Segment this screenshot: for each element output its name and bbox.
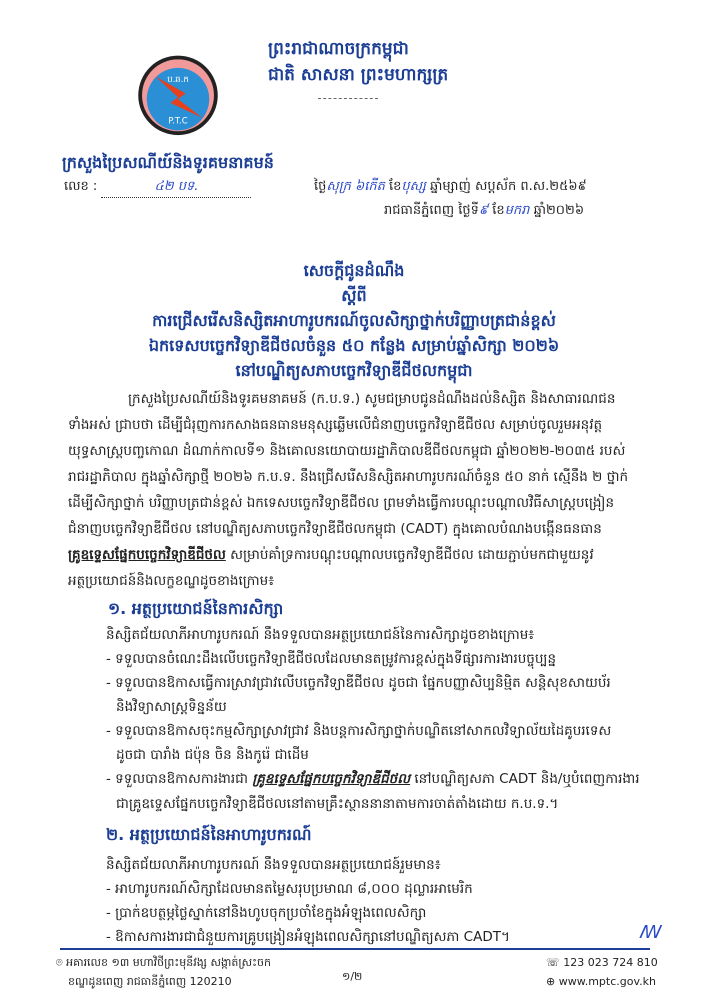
notice-subject-line-3: នៅបណ្ឌិត្យសភាបច្ចេកវិទ្យាឌីជីថលកម្ពុជា [235, 361, 473, 380]
logo-text-top: ប.ឆ.ក [167, 75, 189, 86]
initials-signature: ꟿ [640, 922, 662, 943]
ornament-divider [318, 98, 378, 99]
list-item-cont: ជាគ្រូឧទ្ទេសផ្នែកបច្ចេកវិទ្យាឌីជីថលនៅតាមគ្រឹះស្ថាននានាតាមការចាត់តាំងដោយ ក.ប.ទ.។ [116, 796, 559, 812]
intro-line: ទាំងអស់ ជ្រាបថា ដើម្បីជំរុញការកសាងធនធានមនុស្សឆ្លើមលើជំនាញបច្ចេកវិទ្យាឌីជីថល សម្រាប់ចូលរួមអនុវត្ត [68, 417, 603, 433]
website-link[interactable]: www.mptc.gov.kh [558, 975, 656, 988]
list-item-post: នៅបណ្ឌិត្យសភា CADT និង/ឬបំពេញការងារ [410, 771, 640, 787]
footer-divider [60, 948, 650, 950]
notice-subject-line-1: ការជ្រើសរើសនិស្សិតអាហារូបករណ៍ចូលសិក្សាថ្នាក់បរិញ្ញាបត្រជាន់ខ្ពស់ [152, 311, 556, 330]
address-1: អគារលេខ ១៣ មហាវិថីព្រះមុនីវង្ស សង្កាត់ស្រះចក [66, 956, 271, 969]
intro-line-rest: សម្រាប់គាំទ្រការបណ្តុះបណ្តាលបច្ចេកវិទ្យាឌីជីថល ដោយភ្ជាប់មកជាមួយនូវ [225, 547, 594, 563]
notice-title: សេចក្តីជូនដំណឹង [303, 261, 405, 280]
globe-icon: ⊕ [546, 975, 559, 988]
footer-website [546, 975, 656, 988]
footer-address-line-2: ខណ្ឌដូនពេញ រាជធានីភ្នំពេញ 120210 [68, 975, 232, 988]
kingdom-heading: ព្រះរាជាណាចក្រកម្ពុជា [268, 39, 409, 59]
intro-line: យុទ្ធសាស្ត្របញ្ចកោណ ដំណាក់កាលទី១ និងគោលនយោបាយរដ្ឋាភិបាលឌីជីថលកម្ពុជា ឆ្នាំ២០២២-២០៣៥ របស់ [68, 443, 626, 459]
intro-line: ដើម្បីសិក្សាថ្នាក់ បរិញ្ញាបត្រជាន់ខ្ពស់ ឯកទេសបច្ចេកវិទ្យាឌីជីថល ព្រមទាំងធ្វើការបណ្តុះបណ្តាលវិធីសាស្ត្របង្រៀន [68, 495, 615, 511]
list-item: - អាហារូបករណ៍សិក្សាដែលមានតម្លៃសរុបប្រមាណ ៨,០០០ ដុល្លារអាមេរិក [106, 881, 473, 897]
intro-line [68, 546, 640, 566]
list-item: - ទទួលបានឱកាសធ្វើការស្រាវជ្រាវលើបច្ចេកវិទ្យាឌីជីថល ដូចជា ផ្នែកបញ្ញាសិប្បនិម្មិត សន្តិសុខសាយប័រ [106, 675, 611, 691]
intro-line: រាជរដ្ឋាភិបាល ក្នុងឆ្នាំសិក្សាថ្មី ២០២៦ ក.ប.ទ. នឹងជ្រើសរើសនិស្សិតអាហារូបករណ៍ចំនួន ៥០ នាក់ ស្មើនឹង ២ ថ្នាក់ [68, 469, 629, 485]
highlight-trainer: គ្រូឧទ្ទេសផ្នែកបច្ចេកវិទ្យាឌីជីថល [68, 547, 226, 563]
location-pin-icon: ⌾ [56, 956, 67, 969]
footer-phone [546, 956, 658, 969]
lunar-month-prefix: ខែ [389, 179, 402, 194]
date-year: ឆ្នាំ២០២៦ [533, 203, 585, 218]
date-month: មករា [504, 203, 530, 218]
notice-subject-line-2: ឯកទេសបច្ចេកវិទ្យាឌីជីថលចំនួន ៥០ កន្លែង សម្រាប់ឆ្នាំសិក្សា ២០២៦ [148, 336, 560, 355]
page-number: ១/២ [342, 970, 363, 983]
section-2-intro: និស្សិតជ័យលាភីអាហារូបករណ៍ នឹងទទួលបានអត្ថប្រយោជន៍រួមមាន៖ [106, 857, 441, 873]
ref-label: លេខ : [64, 179, 98, 194]
list-item: - ប្រាក់ឧបត្ថម្ភថ្លៃស្នាក់នៅនិងហូបចុកប្រចាំខែក្នុងអំឡុងពេលសិក្សា [106, 905, 427, 921]
list-item: - ទទួលបានចំណេះដឹងលើបច្ចេកវិទ្យាឌីជីថលដែលមានតម្រូវការខ្ពស់ក្នុងទីផ្សារការងារបច្ចុប្បន្ន [106, 651, 557, 667]
notice-subject-label: ស្តីពី [341, 286, 367, 305]
motto: ជាតិ សាសនា ព្រះមហាក្សត្រ [268, 65, 449, 85]
highlight-trainer: គ្រូឧទ្ទេសផ្នែកបច្ចេកវិទ្យាឌីជីថល [252, 771, 411, 787]
list-item [106, 770, 678, 790]
date-day: ៩ [478, 203, 489, 218]
list-item-cont: ដូចជា បារាំង ជប៉ុន ចិន និងកូរ៉េ ជាដើម [116, 747, 309, 763]
intro-line: អត្ថប្រយោជន៍និងលក្ខខណ្ឌដូចខាងក្រោម៖ [68, 573, 275, 589]
date-prefix: រាជធានីភ្នំពេញ ថ្ងៃទី [384, 203, 479, 218]
ministry-logo [136, 48, 220, 154]
solar-date [384, 202, 584, 221]
list-item-pre: - ទទួលបានឱកាសការងារជា [106, 771, 253, 787]
phone-numbers: 123 023 724 810 [563, 956, 658, 969]
ref-number: ៤២ បទ. [101, 178, 251, 198]
list-item: - ឱកាសការងារជាជំនួយការគ្រូបង្រៀនអំឡុងពេលសិក្សានៅបណ្ឌិត្យសភា CADT។ [106, 929, 510, 945]
phone-icon: ☏ [546, 956, 564, 969]
date-month-prefix: ខែ [492, 203, 505, 218]
footer-address-line-1 [56, 956, 271, 972]
lunar-date [314, 178, 587, 197]
lunar-month: បុស្ស [401, 179, 426, 194]
intro-line: ជំនាញបច្ចេកវិទ្យាឌីជីថល នៅបណ្ឌិត្យសភាបច្ចេកវិទ្យាឌីជីថលកម្ពុជា (CADT) ក្នុងគោលបំណងបង្កើនធនធាន [68, 521, 602, 537]
section-2-heading: ២. អត្ថប្រយោជន៍នៃអាហារូបករណ៍ [106, 825, 312, 844]
section-1-heading: ១. អត្ថប្រយោជន៍នៃការសិក្សា [108, 599, 284, 618]
lunar-day: សុក្រ ៦កើត [326, 179, 385, 194]
intro-line: ក្រសួងប្រៃសណីយ៍និងទូរគមនាគមន៍ (ក.ប.ទ.) សូមជម្រាបជូនដំណឹងដល់និស្សិត និងសាធារណជន [128, 391, 616, 407]
list-item: - ទទួលបានឱកាសចុះកម្មសិក្សាស្រាវជ្រាវ និងបន្តការសិក្សាថ្នាក់បណ្ឌិតនៅសាកលវិទ្យាល័យដៃគូបរទេស [106, 723, 612, 739]
section-1-intro: និស្សិតជ័យលាភីអាហារូបករណ៍ នឹងទទួលបានអត្ថប្រយោជន៍នៃការសិក្សាដូចខាងក្រោម៖ [106, 627, 535, 643]
ministry-name: ក្រសួងប្រៃសណីយ៍និងទូរគមនាគមន៍ [62, 153, 274, 172]
logo-text-bottom: P.T.C [168, 116, 188, 127]
lunar-year: ឆ្នាំម្សាញ់ សប្តស័ក ព.ស.២៥៦៩ [430, 179, 587, 194]
reference-line [64, 178, 251, 198]
lunar-prefix: ថ្ងៃ [314, 179, 327, 194]
list-item-cont: និងវិទ្យាសាស្ត្រទិន្នន័យ [116, 699, 227, 715]
